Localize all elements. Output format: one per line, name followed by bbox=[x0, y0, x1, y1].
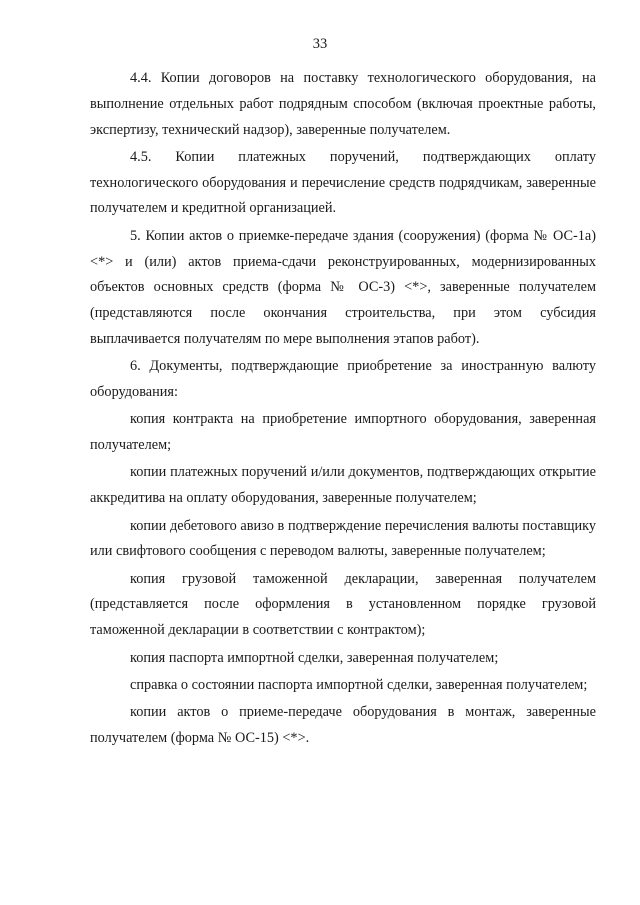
list-item-contract-copy: копия контракта на приобретение импортного оборудования, заверенная получателем; bbox=[90, 411, 596, 454]
list-item-customs-declaration: копия грузовой таможенной декларации, заверенная получателем (представляется после оформления в установленном порядке грузовой таможенной декларации в соответствии с контрактом); bbox=[90, 570, 596, 639]
list-item-import-passport: копия паспорта импортной сделки, заверенная получателем; bbox=[130, 649, 499, 666]
list-item-payment-orders: копии платежных поручений и/или документов, подтверждающих открытие аккредитива на оплату оборудования, заверенные получателем; bbox=[90, 464, 596, 507]
paragraph-5: 5. Копии актов о приемке-передаче здания (сооружения) (форма № ОС-1а) <*> и (или) актов приема-сдачи реконструированных, модернизированных объектов основных средств (форма № ОС-3) <*>, заверенные получателем (представляются после окончания строительства, при этом субсидия выплачивается получателям по мере выполнения этапов работ). bbox=[90, 227, 596, 347]
list-item-passport-status: справка о состоянии паспорта импортной сделки, заверенная получателем; bbox=[130, 676, 588, 693]
list-item-debit-advice: копии дебетового авизо в подтверждение перечисления валюты поставщику или свифтового сообщения с переводом валюты, заверенные получателем; bbox=[90, 517, 596, 560]
paragraph-4-4: 4.4. Копии договоров на поставку технологического оборудования, на выполнение отдельных работ подрядным способом (включая проектные работы, экспертизу, технический надзор), заверенные получателем. bbox=[90, 70, 596, 138]
paragraph-6: 6. Документы, подтверждающие приобретение за иностранную валюту оборудования: bbox=[90, 358, 596, 401]
list-item-installation-acts: копии актов о приеме-передаче оборудования в монтаж, заверенные получателем (форма № ОС-15) <*>. bbox=[90, 704, 596, 746]
page-number: 33 bbox=[312, 36, 328, 52]
paragraph-4-5: 4.5. Копии платежных поручений, подтверждающих оплату технологического оборудования и перечисление средств подрядчикам, заверенные получателем и кредитной организацией. bbox=[90, 148, 596, 217]
document-body bbox=[90, 66, 596, 753]
